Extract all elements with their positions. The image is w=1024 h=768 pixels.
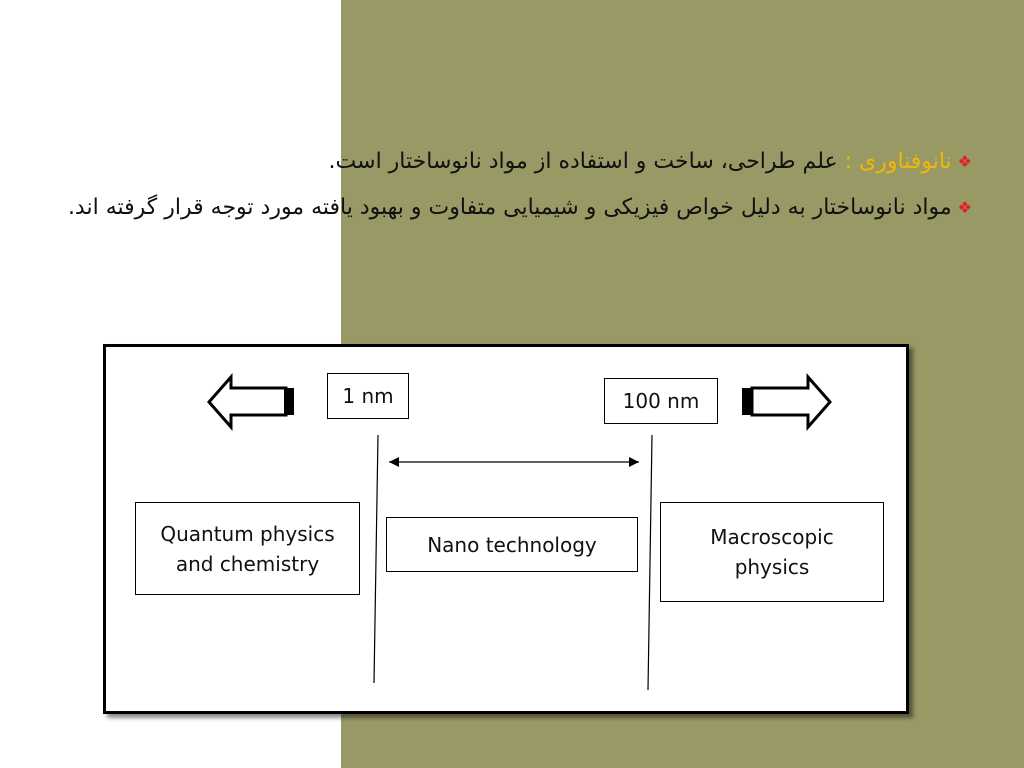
range-double-arrow bbox=[389, 457, 639, 467]
bullet-1-definition: علم طراحی، ساخت و استفاده از مواد نانوساختار است. bbox=[328, 149, 838, 174]
diamond-bullet-icon: ❖ bbox=[957, 152, 972, 171]
boundary-line-100nm bbox=[648, 435, 652, 690]
slide-text bbox=[60, 140, 972, 232]
bullet-2 bbox=[60, 186, 972, 230]
bullet-2-text: مواد نانوساختار به دلیل خواص فیزیکی و شیمیایی متفاوت و بهبود یافته مورد توجه قرار گرفته اند. bbox=[67, 195, 952, 220]
left-arrow-icon bbox=[209, 377, 294, 427]
box-macroscopic-physics bbox=[660, 502, 884, 602]
boundary-line-1nm bbox=[374, 435, 378, 683]
right-arrow-icon bbox=[742, 377, 830, 427]
box-left-line-1: Quantum physics bbox=[160, 521, 335, 546]
box-right-line-1: Macroscopic bbox=[710, 525, 834, 549]
box-right-line-2: physics bbox=[734, 555, 810, 579]
nanoscale-diagram bbox=[103, 344, 909, 714]
diamond-bullet-icon: ❖ bbox=[957, 198, 972, 217]
box-nano-technology: Nano technology bbox=[386, 517, 638, 572]
label-100nm: 100 nm bbox=[604, 378, 718, 424]
bullet-1 bbox=[60, 140, 972, 184]
term-nanotechnology: نانوفناوری : bbox=[844, 149, 952, 174]
box-left-line-2: and chemistry bbox=[175, 551, 320, 576]
box-quantum-physics bbox=[135, 502, 360, 595]
label-1nm: 1 nm bbox=[327, 373, 409, 419]
